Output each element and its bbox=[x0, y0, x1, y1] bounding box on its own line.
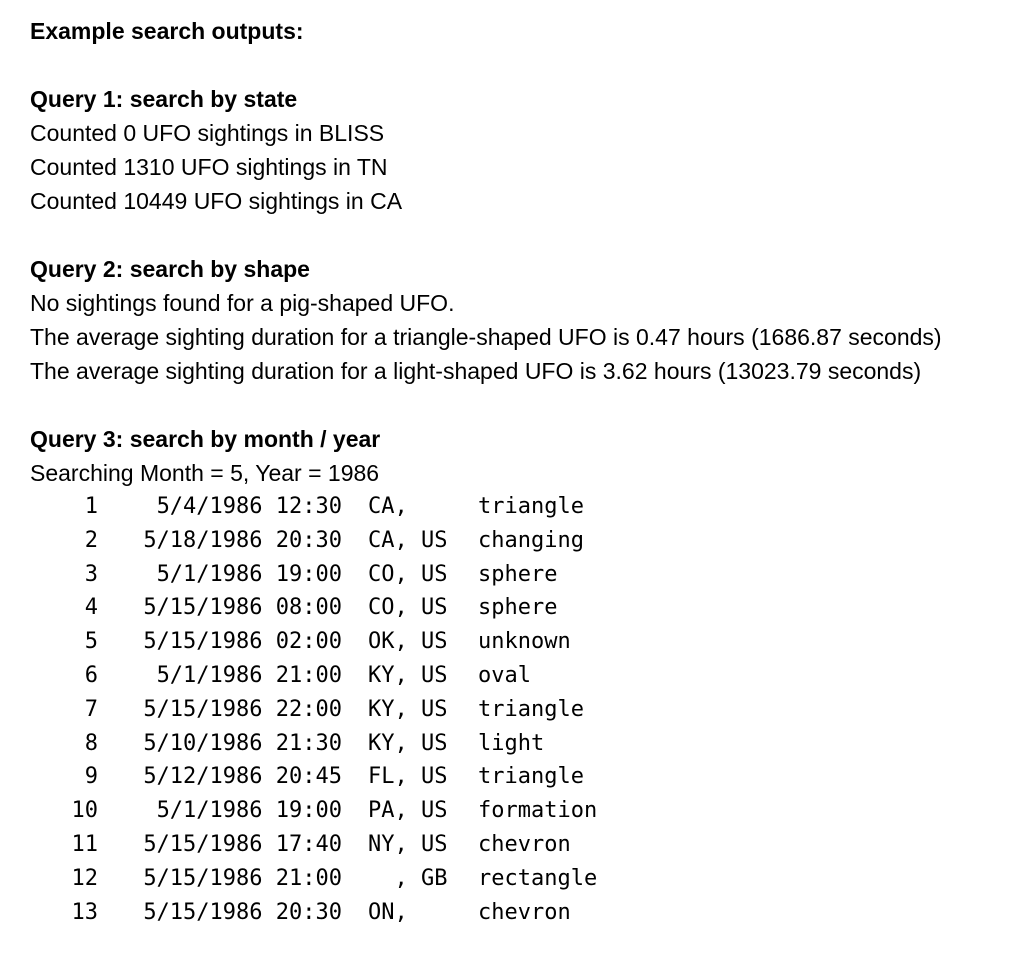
query2-title: Query 2: search by shape bbox=[30, 256, 310, 282]
result-row bbox=[30, 558, 1020, 592]
result-index: 13 bbox=[71, 899, 98, 925]
query2-line: No sightings found for a pig-shaped UFO. bbox=[30, 290, 455, 316]
result-location: CA, US bbox=[368, 527, 448, 553]
result-datetime: 5/15/1986 20:30 bbox=[143, 899, 342, 925]
result-shape: triangle bbox=[478, 494, 584, 519]
page-heading: Example search outputs: bbox=[30, 18, 304, 44]
result-datetime: 5/15/1986 08:00 bbox=[143, 595, 342, 621]
result-row bbox=[30, 828, 1020, 862]
result-shape: unknown bbox=[478, 629, 571, 655]
result-index: 6 bbox=[84, 662, 98, 688]
result-index: 12 bbox=[71, 865, 98, 891]
result-index: 11 bbox=[71, 831, 98, 857]
query2-line: The average sighting duration for a triangle-shaped UFO is 0.47 hours (1686.87 seconds) bbox=[30, 324, 942, 350]
result-datetime: 5/4/1986 12:30 bbox=[156, 494, 342, 519]
result-shape: chevron bbox=[478, 899, 571, 925]
query1-title: Query 1: search by state bbox=[30, 86, 298, 112]
result-index: 3 bbox=[84, 561, 98, 587]
query2-section bbox=[30, 252, 1020, 388]
result-datetime: 5/15/1986 22:00 bbox=[143, 696, 342, 722]
result-location: PA, US bbox=[368, 798, 448, 824]
result-index: 5 bbox=[84, 629, 98, 655]
query1-section bbox=[30, 82, 1020, 218]
result-index: 1 bbox=[84, 494, 98, 519]
result-shape: triangle bbox=[478, 696, 584, 722]
result-datetime: 5/1/1986 19:00 bbox=[156, 561, 342, 587]
result-shape: light bbox=[478, 730, 545, 756]
result-index: 2 bbox=[84, 527, 98, 553]
result-datetime: 5/15/1986 02:00 bbox=[143, 629, 342, 655]
result-row bbox=[30, 625, 1020, 659]
result-shape: triangle bbox=[478, 764, 584, 790]
result-row bbox=[30, 693, 1020, 727]
result-datetime: 5/18/1986 20:30 bbox=[143, 527, 342, 553]
result-location: KY, US bbox=[368, 662, 448, 688]
result-shape: sphere bbox=[478, 561, 558, 587]
result-index: 10 bbox=[71, 798, 98, 824]
result-row bbox=[30, 490, 1020, 524]
result-row bbox=[30, 760, 1020, 794]
result-shape: rectangle bbox=[478, 865, 598, 891]
result-location: FL, US bbox=[368, 764, 448, 790]
result-datetime: 5/15/1986 21:00 bbox=[143, 865, 342, 891]
result-row bbox=[30, 794, 1020, 828]
result-datetime: 5/12/1986 20:45 bbox=[143, 764, 342, 790]
document bbox=[30, 14, 1020, 929]
result-location: OK, US bbox=[368, 629, 448, 655]
result-shape: formation bbox=[478, 798, 598, 824]
result-row bbox=[30, 862, 1020, 896]
query1-line: Counted 10449 UFO sightings in CA bbox=[30, 188, 403, 214]
query3-section bbox=[30, 422, 1020, 929]
result-row bbox=[30, 727, 1020, 761]
result-datetime: 5/1/1986 19:00 bbox=[156, 798, 342, 824]
result-datetime: 5/15/1986 17:40 bbox=[143, 831, 342, 857]
result-location: KY, US bbox=[368, 696, 448, 722]
result-index: 8 bbox=[84, 730, 98, 756]
result-datetime: 5/10/1986 21:30 bbox=[143, 730, 342, 756]
result-location: CO, US bbox=[368, 561, 448, 587]
query1-line: Counted 1310 UFO sightings in TN bbox=[30, 154, 388, 180]
result-location: ON, bbox=[368, 899, 408, 925]
result-location: KY, US bbox=[368, 730, 448, 756]
result-shape: oval bbox=[478, 662, 531, 688]
result-row bbox=[30, 591, 1020, 625]
query1-line: Counted 0 UFO sightings in BLISS bbox=[30, 120, 385, 146]
spacer bbox=[30, 388, 1020, 422]
result-row bbox=[30, 659, 1020, 693]
results-table bbox=[30, 490, 1020, 929]
spacer bbox=[30, 218, 1020, 252]
result-index: 9 bbox=[84, 764, 98, 790]
result-shape: chevron bbox=[478, 831, 571, 857]
result-location: NY, US bbox=[368, 831, 448, 857]
query3-subtitle: Searching Month = 5, Year = 1986 bbox=[30, 460, 380, 486]
result-index: 7 bbox=[84, 696, 98, 722]
result-row bbox=[30, 896, 1020, 930]
result-index: 4 bbox=[84, 595, 98, 621]
result-row bbox=[30, 524, 1020, 558]
result-shape: sphere bbox=[478, 595, 558, 621]
result-location: CA, bbox=[368, 494, 408, 519]
result-location: CO, US bbox=[368, 595, 448, 621]
query2-line: The average sighting duration for a light-shaped UFO is 3.62 hours (13023.79 seconds) bbox=[30, 358, 922, 384]
result-location: , GB bbox=[368, 865, 448, 891]
result-shape: changing bbox=[478, 527, 584, 553]
result-datetime: 5/1/1986 21:00 bbox=[156, 662, 342, 688]
query3-title: Query 3: search by month / year bbox=[30, 426, 381, 452]
spacer bbox=[30, 48, 1020, 82]
